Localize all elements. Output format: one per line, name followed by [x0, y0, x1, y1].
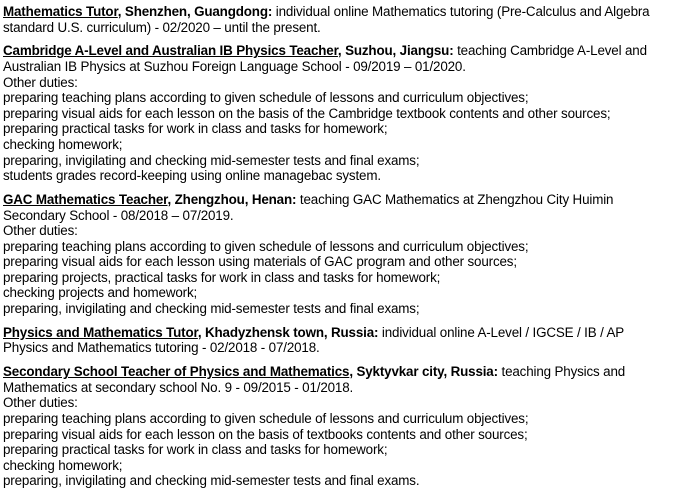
- job-title: Secondary School Teacher of Physics and Mathematics: [3, 364, 350, 380]
- job-location: , Syktyvkar city, Russia:: [349, 364, 498, 380]
- duty-item: checking homework;: [3, 457, 123, 473]
- entry-header: [3, 4, 671, 35]
- job-title: Mathematics Tutor: [3, 4, 118, 19]
- duty-item: preparing visual aids for each lesson using materials of GAC program and other sources;: [3, 254, 517, 270]
- job-title: Physics and Mathematics Tutor: [3, 324, 198, 340]
- job-entry-gac-teacher-zhengzhou: [3, 192, 671, 317]
- job-entry-tutor-khadyzhensk: [3, 325, 671, 356]
- duty-item: preparing visual aids for each lesson on the basis of textbooks contents and other sources;: [3, 426, 528, 442]
- job-location: , Shenzhen, Guangdong:: [117, 4, 273, 19]
- duty-item: checking projects and homework;: [3, 285, 198, 301]
- duties-label: Other duties:: [3, 395, 78, 411]
- duties-label: Other duties:: [3, 74, 78, 90]
- job-location: , Suzhou, Jiangsu:: [337, 43, 454, 59]
- job-entry-teacher-syktyvkar: [3, 364, 671, 489]
- job-title: Cambridge A-Level and Australian IB Physics Teacher: [3, 43, 338, 59]
- job-description: individual online A-Level / IGCSE / IB / AP Physics and Mathematics tutoring - 02/2018 - 07/2018.: [3, 324, 624, 356]
- duty-item: checking homework;: [3, 136, 123, 152]
- job-description: teaching Physics and Mathematics at secondary school No. 9 - 09/2015 - 01/2018.: [3, 364, 626, 395]
- job-entry-physics-teacher-suzhou: [3, 43, 671, 183]
- job-description: teaching GAC Mathematics at Zhengzhou City Huimin Secondary School - 08/2018 – 07/2019.: [3, 191, 614, 223]
- duty-item: preparing, invigilating and checking mid-semester tests and final exams;: [3, 301, 420, 317]
- duties-list: [3, 411, 671, 489]
- duty-item: preparing practical tasks for work in class and tasks for homework;: [3, 442, 388, 458]
- duty-item: preparing visual aids for each lesson on the basis of the Cambridge textbook contents and other sources;: [3, 105, 611, 121]
- entry-header: [3, 43, 671, 74]
- job-location: , Khadyzhensk town, Russia:: [197, 324, 379, 340]
- entry-header: [3, 192, 671, 223]
- entry-header: [3, 364, 671, 395]
- duty-item: preparing projects, practical tasks for work in class and tasks for homework;: [3, 269, 441, 285]
- job-title: GAC Mathematics Teacher: [3, 191, 168, 207]
- duty-item: preparing teaching plans according to given schedule of lessons and curriculum objectives;: [3, 238, 529, 254]
- job-description: individual online Mathematics tutoring (Pre-Calculus and Algebra standard U.S. curriculum) - 02/2020 – until the present.: [3, 4, 650, 35]
- duty-item: preparing practical tasks for work in class and tasks for homework;: [3, 121, 388, 137]
- duty-item: preparing teaching plans according to given schedule of lessons and curriculum objectives;: [3, 411, 529, 426]
- job-description: teaching Cambridge A-Level and Australian IB Physics at Suzhou Foreign Language School - 09/2019 – 01/2020.: [3, 43, 647, 74]
- entry-header: [3, 325, 671, 356]
- duty-item: preparing, invigilating and checking mid-semester tests and final exams.: [3, 473, 420, 489]
- job-location: , Zhengzhou, Henan:: [167, 191, 297, 207]
- job-entry-mathematics-tutor-shenzhen: [3, 4, 671, 35]
- duties-list: [3, 90, 671, 184]
- duty-item: students grades record-keeping using online managebac system.: [3, 168, 381, 184]
- duties-list: [3, 239, 671, 317]
- duty-item: preparing, invigilating and checking mid-semester tests and final exams;: [3, 152, 420, 168]
- duty-item: preparing teaching plans according to given schedule of lessons and curriculum objectives;: [3, 90, 529, 106]
- duties-label: Other duties:: [3, 223, 78, 239]
